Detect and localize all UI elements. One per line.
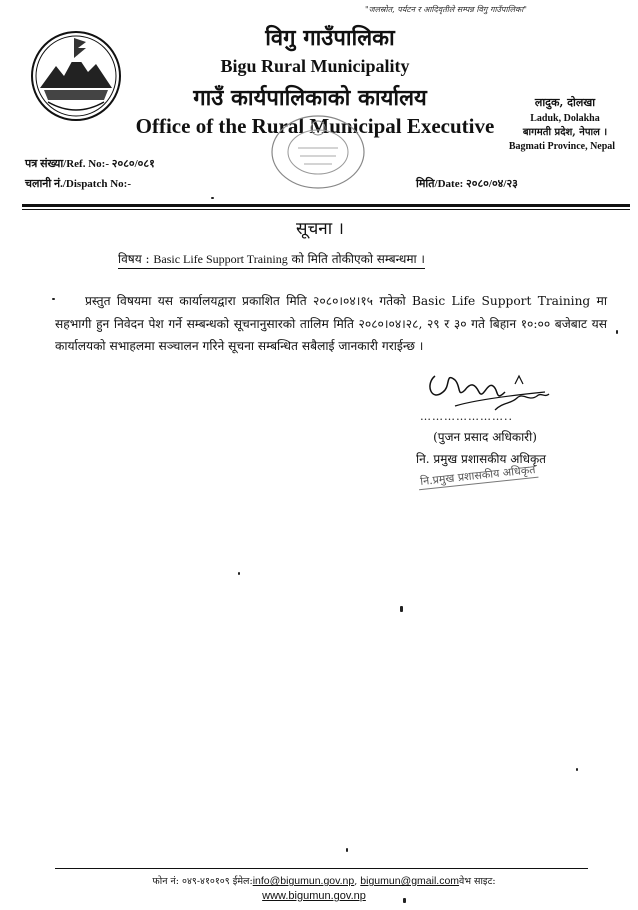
- reference-value: २०८०/०८१: [111, 158, 155, 170]
- subject-english: Basic Life Support Training: [153, 252, 288, 266]
- scan-speck: [238, 572, 240, 575]
- office-seal-stamp-icon: [268, 112, 368, 192]
- notice-heading: सूचना ।: [296, 219, 344, 239]
- municipality-name-nepali: विगु गाउँपालिका: [265, 25, 395, 51]
- office-name-nepali: गाउँ कार्यपालिकाको कार्यालय: [193, 85, 427, 111]
- scan-speck: [616, 330, 618, 334]
- municipality-emblem-icon: [30, 30, 122, 122]
- subject-prefix: विषय :: [118, 252, 154, 266]
- reference-label: पत्र संख्या/Ref. No:-: [25, 158, 109, 170]
- scan-speck: [403, 898, 406, 903]
- notice-subject: [118, 250, 425, 269]
- date-value: २०८०/०४/२३: [466, 178, 518, 190]
- notice-body: [55, 290, 607, 358]
- email-link-info[interactable]: info@bigumun.gov.np: [252, 875, 355, 887]
- letterhead-tagline: "जलस्रोत, पर्यटन र आदिवृतीले सम्पन्न विगु गाउँपालिका": [365, 5, 527, 14]
- footer-divider: [55, 868, 588, 869]
- municipality-name-english: Bigu Rural Municipality: [220, 56, 410, 76]
- website-link[interactable]: www.bigumun.gov.np: [262, 890, 366, 902]
- notice-paragraph: प्रस्तुत विषयमा यस कार्यालयद्वारा प्रकाशित मिति २०८०।०४।१५ गतेको Basic Life Support Training मा सहभागी हुन निवेदन पेश गर्ने सम्बन्धको सूचनानुसारको तालिम मिति २०८०।०४।२८, २९ र ३० गते बिहान १०:०० बजेबाट यस कार्यालयको सभाहलमा सञ्चालन गरिने सूचना सम्बन्धित सबैलाई जानकारी गराईन्छ ।: [55, 294, 607, 353]
- header-divider-thin: [22, 209, 630, 210]
- email-link-gmail[interactable]: bigumun@gmail.com: [360, 875, 460, 887]
- scan-speck: [346, 848, 348, 852]
- signatory-name: (पुजन प्रसाद अधिकारी): [433, 430, 537, 444]
- phone-number: ०४९-४१०१०९: [182, 876, 230, 887]
- subject-suffix: को मिति तोकीएको सम्बन्धमा ।: [287, 252, 425, 266]
- signature-line: …………………..: [420, 410, 513, 423]
- province-nepali: बागमती प्रदेश, नेपाल ।: [522, 127, 608, 138]
- dispatch-number: [25, 176, 131, 191]
- scan-speck: [400, 606, 403, 612]
- email-separator: ,: [354, 876, 361, 887]
- date-label: मिति/Date:: [416, 178, 464, 190]
- reference-number: [25, 156, 155, 171]
- footer-contact: [60, 874, 588, 887]
- website-label: वेभ साइट:: [459, 876, 496, 887]
- signatory-title: नि. प्रमुख प्रशासकीय अधिकृत: [415, 452, 547, 466]
- dispatch-label: चलानी नं./Dispatch No:-: [25, 178, 131, 190]
- email-label: ईमेल:: [229, 876, 253, 887]
- phone-label: फोन नं:: [152, 876, 182, 887]
- address-nepali: लादुक, दोलखा: [534, 96, 596, 109]
- scan-speck: [52, 298, 55, 300]
- designation-stamp: नि.प्रमुख प्रशासकीय अधिकृत: [417, 462, 538, 490]
- province-english: Bagmati Province, Nepal: [508, 141, 616, 152]
- scan-speck: [211, 197, 214, 199]
- office-name-english: Office of the Rural Municipal Executive: [135, 114, 495, 138]
- scan-speck: [576, 768, 578, 771]
- header-divider: [22, 204, 630, 207]
- address-english: Laduk, Dolakha: [530, 113, 600, 124]
- letter-date: [416, 176, 518, 191]
